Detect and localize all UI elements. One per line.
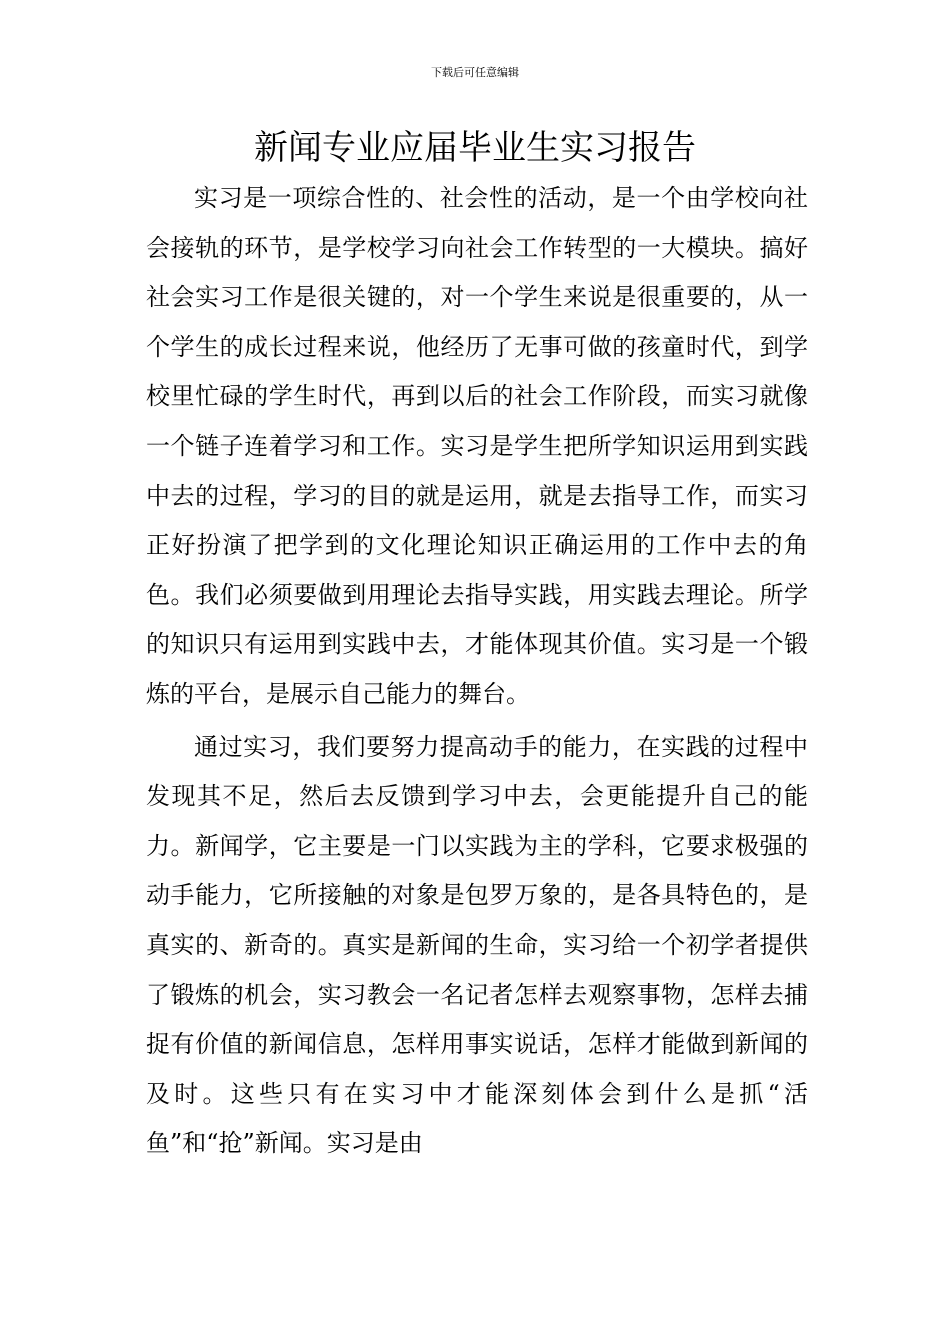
header-note: 下载后可任意编辑: [431, 66, 519, 79]
paragraph-2: 通过实习，我们要努力提高动手的能力，在实践的过程中发现其不足，然后去反馈到学习中去，会更能提升自己的能力。新闻学，它主要是一门以实践为主的学科，它要求极强的动手能力，它所接触的对象是包罗万象的，是各具特色的，是真实的、新奇的。真实是新闻的生命，实习给一个初学者提供了锻炼的机会，实习教会一名记者怎样去观察事物，怎样去捕捉有价值的新闻信息，怎样用事实说话，怎样才能做到新闻的及时。这些只有在实习中才能深刻体会到什么是抓“活鱼”和“抢”新闻。实习是由: [146, 732, 808, 1158]
document-title: 新闻专业应届毕业生实习报告: [254, 128, 696, 168]
paragraph-1: 实习是一项综合性的、社会性的活动，是一个由学校向社会接轨的环节，是学校学习向社会工作转型的一大模块。搞好社会实习工作是很关键的，对一个学生来说是很重要的，从一个学生的成长过程来说，他经历了无事可做的孩童时代，到学校里忙碌的学生时代，再到以后的社会工作阶段，而实习就像一个链子连着学习和工作。实习是学生把所学知识运用到实践中去的过程，学习的目的就是运用，就是去指导工作，而实习正好扮演了把学到的文化理论知识正确运用的工作中去的角色。我们必须要做到用理论去指导实践，用实践去理论。所学的知识只有运用到实践中去，才能体现其价值。实习是一个锻炼的平台，是展示自己能力的舞台。: [146, 184, 808, 708]
document-body: [146, 174, 808, 1169]
